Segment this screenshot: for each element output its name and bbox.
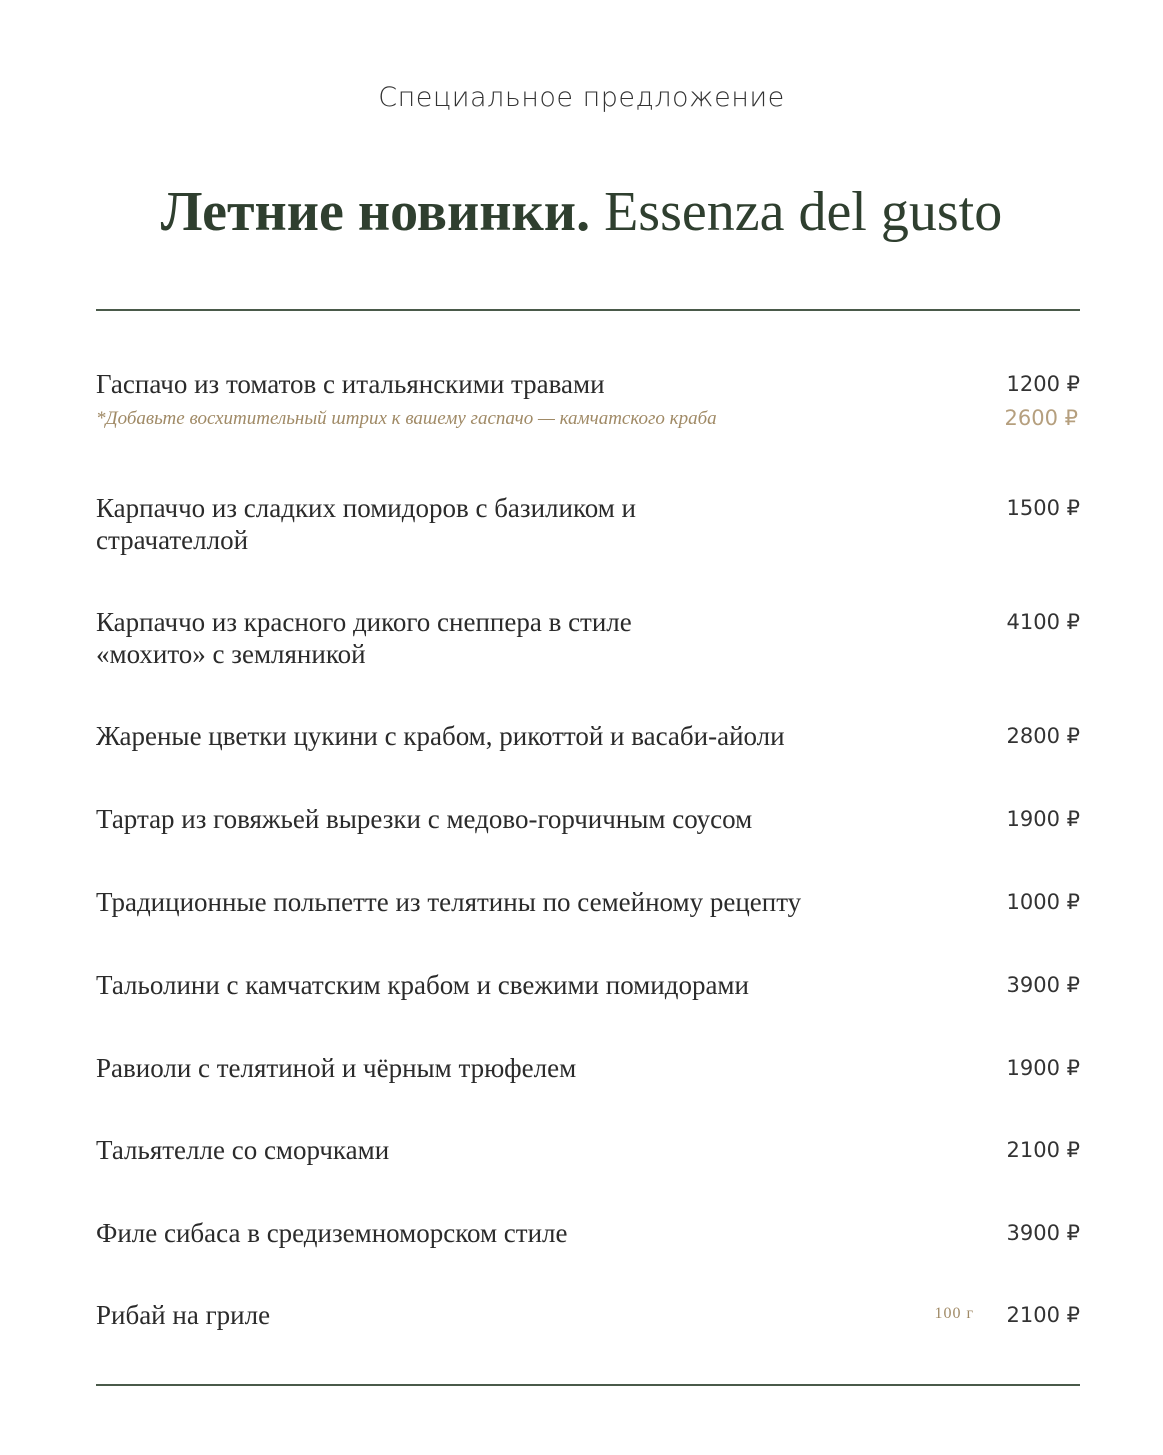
menu-title-bold: Летние новинки. — [160, 181, 591, 243]
menu-item-price: 1900 ₽ — [1006, 807, 1080, 831]
menu-item-name: Традиционные польпетте из телятины по семейному рецепту — [96, 887, 802, 917]
menu-item-weight: 100 г — [934, 1305, 974, 1322]
menu-item-note-price: 2600 ₽ — [1004, 406, 1078, 430]
menu-item-price: 2100 ₽ — [1006, 1303, 1080, 1327]
menu-item-name: Жареные цветки цукини с крабом, рикоттой и васаби-айоли — [96, 721, 785, 751]
menu-item-name: Карпаччо из красного дикого снеппера в стиле «мохито» с земляникой — [96, 607, 632, 669]
menu-item-price: 3900 ₽ — [1006, 973, 1080, 997]
menu-item-price: 3900 ₽ — [1006, 1221, 1080, 1245]
menu-item-price: 4100 ₽ — [1006, 610, 1080, 634]
menu-item-price: 1000 ₽ — [1006, 890, 1080, 914]
menu-item-name: Равиоли с телятиной и чёрным трюфелем — [96, 1053, 577, 1083]
top-divider — [96, 309, 1080, 311]
menu-item-price: 1500 ₽ — [1006, 496, 1080, 520]
menu-item-name: Тальолини с камчатским крабом и свежими помидорами — [96, 970, 749, 1000]
menu-item-price: 2800 ₽ — [1006, 724, 1080, 748]
bottom-divider — [96, 1384, 1080, 1386]
menu-item-price: 1900 ₽ — [1006, 1056, 1080, 1080]
menu-item-name: Гаспачо из томатов с итальянскими травами — [96, 369, 605, 399]
menu-title-light: Essenza del gusto — [604, 181, 1003, 243]
menu-item-price: 2100 ₽ — [1006, 1138, 1080, 1162]
menu-subtitle: Специальное предложение — [378, 82, 785, 113]
menu-item-price: 1200 ₽ — [1006, 372, 1080, 396]
menu-item-name: Тартар из говяжьей вырезки с медово-горчичным соусом — [96, 804, 753, 834]
menu-item-note: *Добавьте восхитительный штрих к вашему гаспачо — камчатского краба — [96, 408, 717, 429]
menu-item-name: Филе сибаса в средиземноморском стиле — [96, 1218, 568, 1248]
menu-item-name: Рибай на гриле — [96, 1300, 271, 1330]
menu-title — [0, 180, 1163, 244]
menu-item-name: Тальятелле со сморчками — [96, 1135, 390, 1165]
menu-item-name: Карпаччо из сладких помидоров с базиликом и страчателлой — [96, 493, 636, 555]
